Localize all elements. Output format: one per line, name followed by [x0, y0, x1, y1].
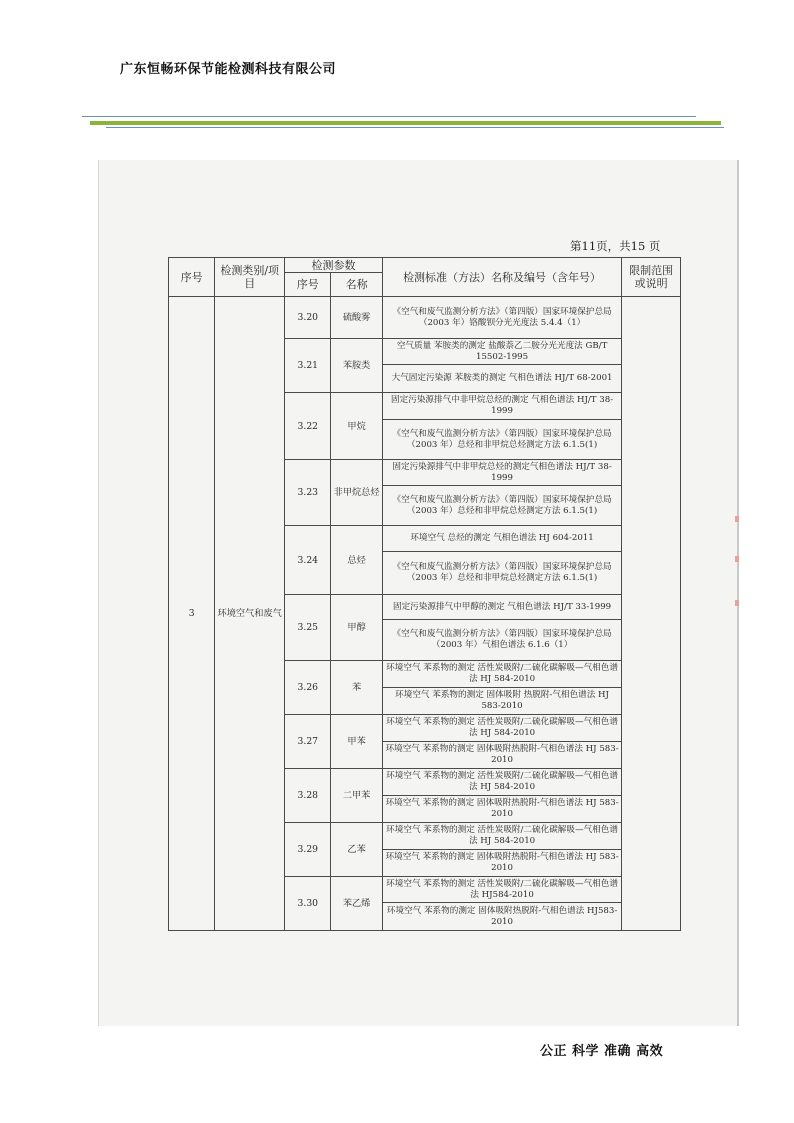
header-rule-green [90, 121, 721, 125]
table-row [169, 297, 681, 339]
standard-cell: 《空气和废气监测分析方法》（第四版）国家环境保护总局 （2003 年）铬酸钡分光光度法 5.4.4（1） [382, 297, 622, 339]
param-number: 3.20 [285, 297, 331, 339]
group-seq: 3 [169, 297, 215, 931]
footer-slogan: 公正 科学 准确 高效 [540, 1044, 664, 1059]
header-limit: 限制范围或说明 [622, 258, 681, 297]
param-number: 3.24 [285, 526, 331, 595]
header-category: 检测类别/项目 [215, 258, 285, 297]
standard-cell: 环境空气 苯系物的测定 固体吸附热脱附-气相色谱法 HJ 583-2010 [382, 850, 622, 877]
standard-cell: 环境空气 苯系物的测定 固体吸附热脱附-气相色谱法 HJ 583-2010 [382, 742, 622, 769]
edge-stamp-mark [735, 516, 739, 522]
standard-cell: 环境空气 苯系物的测定 活性炭吸附/二硫化碳解吸—气相色谱法 HJ584-2010 [382, 877, 622, 903]
edge-stamp-mark [735, 600, 739, 606]
standard-cell: 环境空气 苯系物的测定 固体吸附 热脱附-气相色谱法 HJ 583-2010 [382, 688, 622, 715]
header-params-group: 检测参数 [285, 258, 383, 273]
header-row [169, 258, 681, 273]
param-name: 二甲苯 [331, 769, 382, 823]
param-number: 3.26 [285, 661, 331, 715]
param-number: 3.23 [285, 460, 331, 526]
header-seq: 序号 [169, 258, 215, 297]
param-name: 甲烷 [331, 393, 382, 460]
standard-cell: 环境空气 苯系物的测定 固体吸附热脱附-气相色谱法 HJ583-2010 [382, 903, 622, 931]
param-name: 非甲烷总烃 [331, 460, 382, 526]
header-param-seq: 序号 [285, 273, 331, 297]
standard-cell: 环境空气 苯系物的测定 固体吸附热脱附-气相色谱法 HJ 583-2010 [382, 796, 622, 823]
standard-cell: 环境空气 总烃的测定 气相色谱法 HJ 604-2011 [382, 526, 622, 552]
param-name: 乙苯 [331, 823, 382, 877]
limit-cell [622, 297, 681, 931]
company-name: 广东恒畅环保节能检测科技有限公司 [120, 62, 337, 77]
standard-cell: 《空气和废气监测分析方法》（第四版）国家环境保护总局 （2003 年）总烃和非甲烷总烃测定方法 6.1.5(1) [382, 552, 622, 595]
scope-table [168, 257, 681, 931]
group-category: 环境空气和废气 [215, 297, 285, 931]
param-name: 苯乙烯 [331, 877, 382, 931]
param-name: 甲醇 [331, 595, 382, 661]
standard-cell: 环境空气 苯系物的测定 活性炭吸附/二硫化碳解吸—气相色谱法 HJ 584-2010 [382, 715, 622, 742]
param-number: 3.25 [285, 595, 331, 661]
param-name: 总烃 [331, 526, 382, 595]
standard-cell: 《空气和废气监测分析方法》（第四版）国家环境保护总局 （2003 年）总烃和非甲烷总烃测定方法 6.1.5(1) [382, 420, 622, 460]
param-name: 硫酸雾 [331, 297, 382, 339]
param-number: 3.30 [285, 877, 331, 931]
param-name: 甲苯 [331, 715, 382, 769]
header-rule-bottom [106, 127, 724, 128]
standard-cell: 《空气和废气监测分析方法》（第四版）国家环境保护总局 （2003 年）总烃和非甲烷总烃测定方法 6.1.5(1) [382, 486, 622, 526]
header-param-name: 名称 [331, 273, 382, 297]
standard-cell: 环境空气 苯系物的测定 活性炭吸附/二硫化碳解吸—气相色谱法 HJ 584-2010 [382, 769, 622, 796]
page-number: 第11页，共15 页 [570, 239, 661, 253]
param-number: 3.27 [285, 715, 331, 769]
standard-cell: 固定污染源排气中甲醇的测定 气相色谱法 HJ/T 33-1999 [382, 595, 622, 620]
standard-cell: 《空气和废气监测分析方法》（第四版）国家环境保护总局 （2003 年）气相色谱法 6.1.6（1） [382, 620, 622, 661]
param-number: 3.21 [285, 339, 331, 393]
standard-cell: 固定污染源排气中非甲烷总烃的测定气相色谱法 HJ/T 38-1999 [382, 460, 622, 486]
standard-cell: 环境空气 苯系物的测定 活性炭吸附/二硫化碳解吸—气相色谱法 HJ 584-2010 [382, 823, 622, 850]
edge-stamp-mark [735, 556, 739, 562]
standard-cell: 固定污染源排气中非甲烷总烃的测定 气相色谱法 HJ/T 38-1999 [382, 393, 622, 420]
param-number: 3.29 [285, 823, 331, 877]
param-name: 苯 [331, 661, 382, 715]
param-number: 3.28 [285, 769, 331, 823]
standard-cell: 大气固定污染源 苯胺类的测定 气相色谱法 HJ/T 68-2001 [382, 365, 622, 393]
standard-cell: 空气质量 苯胺类的测定 盐酸萘乙二胺分光光度法 GB/T 15502-1995 [382, 339, 622, 365]
header-rule-top [82, 116, 696, 117]
param-name: 苯胺类 [331, 339, 382, 393]
standard-cell: 环境空气 苯系物的测定 活性炭吸附/二硫化碳解吸—气相色谱法 HJ 584-2010 [382, 661, 622, 688]
param-number: 3.22 [285, 393, 331, 460]
header-standard: 检测标准（方法）名称及编号（含年号） [382, 258, 622, 297]
